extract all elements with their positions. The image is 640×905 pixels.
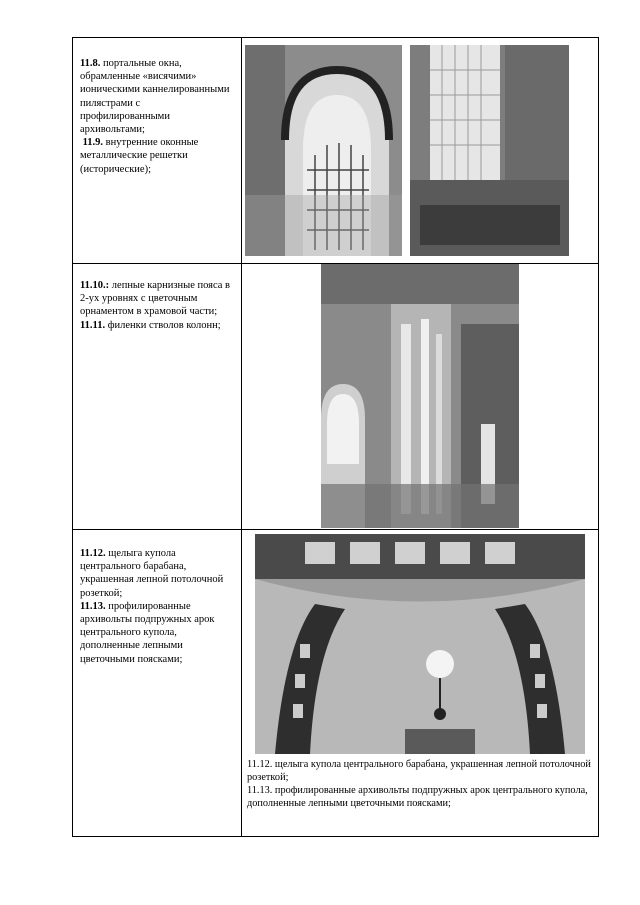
list-item: 11.10.: лепные карнизные пояса в 2-ух уровнях с цветочным орнаментом в храмовой части; xyxy=(80,280,231,318)
caption-line: 11.12. щелыга купола центрального барабана, украшенная лепной потолочной розеткой; xyxy=(247,759,591,783)
photo-dome-ceiling xyxy=(255,534,585,754)
row-description xyxy=(80,57,230,176)
row-description xyxy=(80,279,230,332)
list-item: 11.8. портальные окна, обрамленные «висячими» ионическими каннелированными пилястрами с профилированными архивольтами; xyxy=(80,58,230,136)
caption-line: 11.13. профилированные архивольты подпружных арок центрального купола, дополненные лепными цветочными поясками; xyxy=(247,785,588,809)
photo-arched-window xyxy=(245,45,402,256)
photo-window-grille xyxy=(410,45,569,256)
photo-caption xyxy=(247,758,592,810)
row-description xyxy=(80,547,230,666)
table-row xyxy=(73,529,598,837)
list-item: 11.11. филенки стволов колонн; xyxy=(80,319,221,331)
list-item: 11.13. профилированные архивольты подпружных арок центрального купола, дополненные лепными цветочными поясками; xyxy=(80,600,215,665)
table-row xyxy=(73,263,598,530)
document-table xyxy=(72,37,599,837)
list-item: 11.12. щелыга купола центрального барабана, украшенная лепной потолочной розеткой; xyxy=(80,548,224,599)
list-item: 11.9. внутренние оконные металлические решетки (исторические); xyxy=(80,137,199,175)
photo-cornice-columns xyxy=(321,264,519,528)
table-row xyxy=(73,38,598,263)
